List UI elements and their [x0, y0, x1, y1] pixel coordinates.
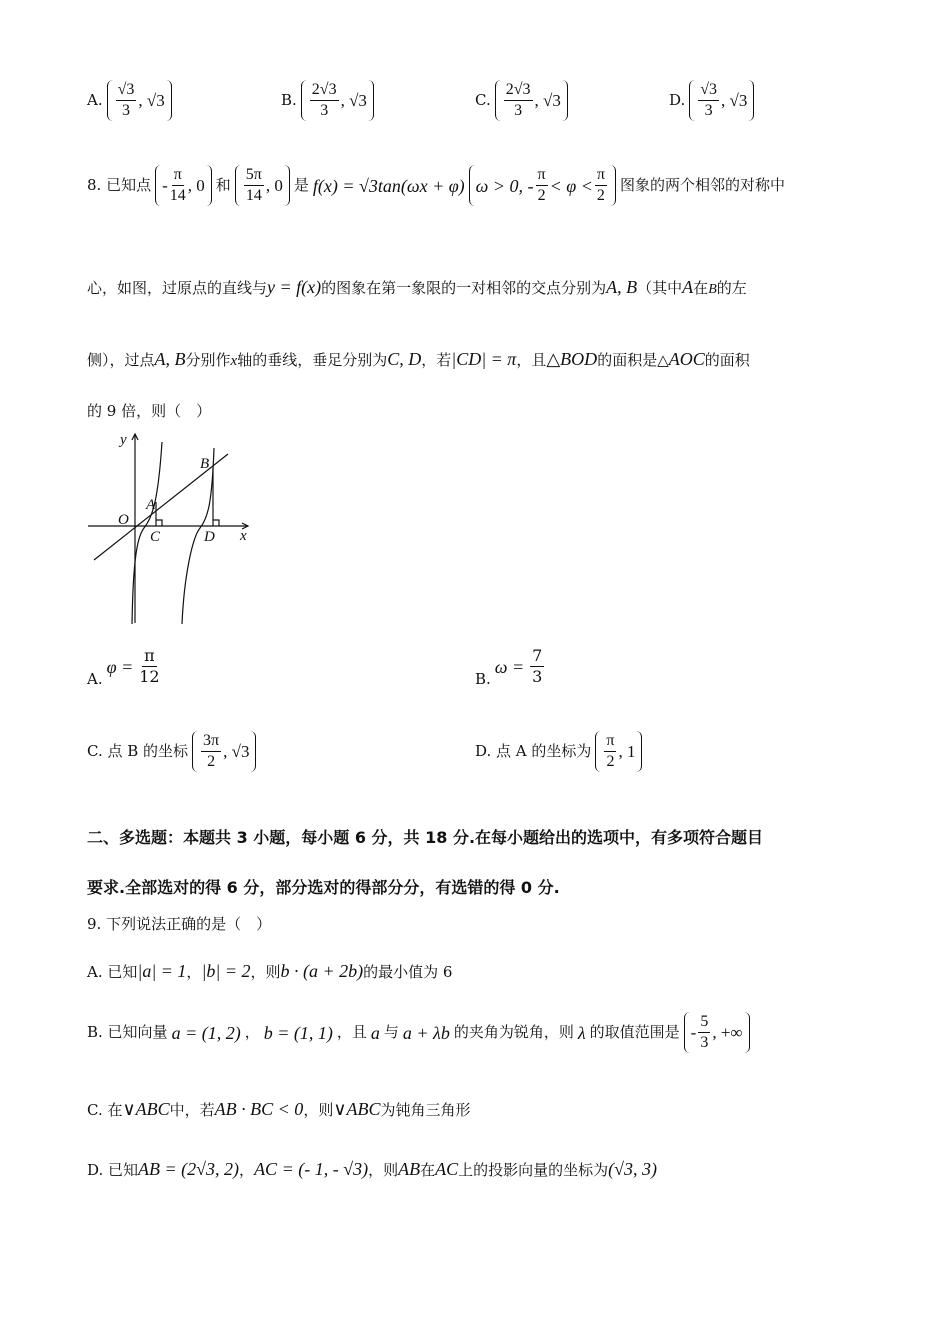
option-label: A. — [87, 91, 103, 109]
fraction: $\frac{√3}{3}$ — [117, 81, 135, 119]
interval: $\frac{2√3}{3}$ , √3 — [301, 80, 374, 121]
label-d: D — [204, 529, 215, 545]
q8-line-3: 侧），过点A, B分别作x轴的垂线，垂足分别为C, D，若|CD| = π，且△BOD的面积是△AOC的面积 — [87, 349, 750, 369]
point-1: - $\frac{\pi}{14}$ , 0 — [155, 165, 212, 206]
q8-line-1: 8. 已知点 - $\frac{\pi}{14}$ , 0 和 $\frac{5\pi}{14}$ , 0 是 f(x) = √3tan(ωx + φ) ω > 0, - $\frac{\pi}{2}$ < φ < $\frac{\pi}{2}$ 图象的两个相邻的对称中 — [87, 166, 785, 204]
right-angle-c-icon — [156, 520, 162, 526]
label-y: y — [120, 432, 127, 448]
fraction: $\frac{5\pi}{14}$ — [245, 166, 262, 204]
point-2: $\frac{5\pi}{14}$ , 0 — [235, 165, 290, 206]
q8-option-c: C. 点 B 的坐标 $\frac{3\pi}{2}$ , √3 — [87, 731, 256, 772]
q7-option-b — [281, 80, 374, 121]
q7-option-a — [87, 80, 172, 121]
q7-option-d — [669, 80, 754, 121]
tangent-graph-figure — [84, 428, 264, 628]
q8-option-b: B. ω = $\frac{7}{3}$ — [475, 646, 543, 688]
fraction: $\frac{2√3}{3}$ — [505, 81, 531, 119]
section-2-heading-line-2: 要求.全部选对的得 6 分，部分选对的得部分分，有选错的得 0 分. — [87, 878, 560, 897]
label-o: O — [118, 512, 129, 528]
label-a: A — [146, 497, 156, 513]
label-b: B — [200, 456, 210, 472]
fraction: $\frac{5}{3}$ — [700, 1013, 709, 1051]
label-x: x — [240, 528, 247, 544]
interval: $\frac{2√3}{3}$ , √3 — [495, 80, 568, 121]
q9-option-c: C. 在∨ABC中，若AB · BC < 0，则∨ABC为钝角三角形 — [87, 1099, 471, 1119]
option-label: D. — [669, 91, 686, 109]
interval: $\frac{√3}{3}$ , √3 — [107, 80, 172, 121]
option-label: B. — [281, 91, 297, 109]
fraction: $\frac{\pi}{2}$ — [596, 166, 605, 204]
q8-option-d: D. 点 A 的坐标为 $\frac{\pi}{2}$ , 1 — [475, 731, 642, 772]
point: $\frac{3\pi}{2}$ , √3 — [192, 731, 256, 772]
q8-line-2: 心，如图，过原点的直线与y = f(x)的图象在第一象限的一对相邻的交点分别为A, B（其中A在B的左 — [87, 277, 747, 297]
q9-option-b: B. 已知向量 a = (1, 2) ， b = (1, 1) ，且 a 与 a + λb 的夹角为锐角，则 λ 的取值范围是 - $\frac{5}{3}$ , +∞ — [87, 1012, 750, 1053]
fraction: $\frac{\pi}{12}$ — [139, 646, 160, 686]
point: $\frac{\pi}{2}$ , 1 — [595, 731, 642, 772]
interval: $\frac{√3}{3}$ , √3 — [689, 80, 754, 121]
q8-line-4: 的 9 倍，则（ ） — [87, 402, 212, 420]
q9-option-d: D. 已知AB = (2√3, 2)，AC = (- 1, - √3)，则AB在AC上的投影向量的坐标为(√3, 3) — [87, 1159, 658, 1179]
q7-option-c — [475, 80, 568, 121]
fraction: $\frac{√3}{3}$ — [700, 81, 718, 119]
fraction: $\frac{7}{3}$ — [532, 646, 543, 686]
fraction: $\frac{3\pi}{2}$ — [203, 732, 220, 770]
q8-option-a: A. φ = $\frac{\pi}{12}$ — [87, 646, 160, 688]
q9-option-a: A. 已知|a| = 1，|b| = 2，则b · (a + 2b)的最小值为 6 — [87, 961, 453, 981]
fraction: $\frac{2√3}{3}$ — [311, 81, 337, 119]
q9-stem: 9. 下列说法正确的是（ ） — [87, 915, 272, 933]
range-interval: - $\frac{5}{3}$ , +∞ — [684, 1012, 750, 1053]
function-expression: f(x) = √3tan(ωx + φ) — [312, 175, 465, 196]
fraction: $\frac{\pi}{2}$ — [537, 166, 546, 204]
fraction: $\frac{\pi}{14}$ — [169, 166, 186, 204]
right-angle-d-icon — [213, 520, 219, 526]
section-2-heading-line-1: 二、多选题：本题共 3 小题，每小题 6 分，共 18 分.在每小题给出的选项中，有多项符合题目 — [87, 828, 764, 847]
label-c: C — [150, 529, 161, 545]
fraction: $\frac{\pi}{2}$ — [606, 732, 615, 770]
parameter-condition: ω > 0, - $\frac{\pi}{2}$ < φ < $\frac{\pi}{2}$ — [469, 165, 616, 206]
option-label: C. — [475, 91, 491, 109]
